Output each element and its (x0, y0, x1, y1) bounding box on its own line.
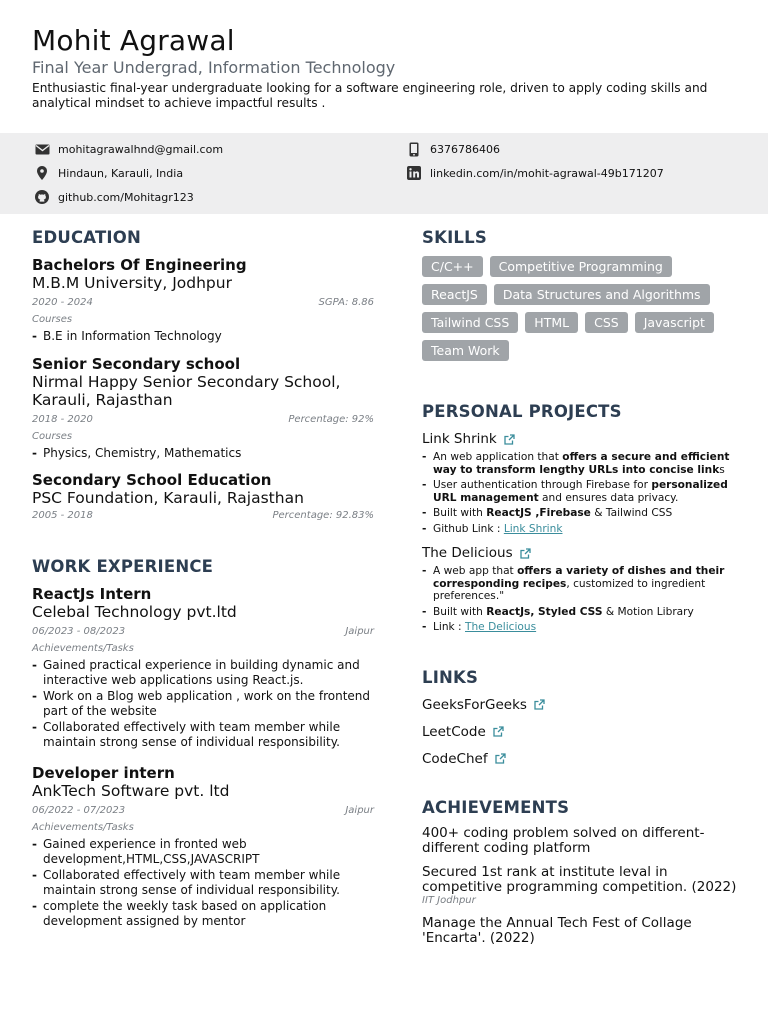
projects-heading: PERSONAL PROJECTS (422, 402, 622, 421)
course-item: - Physics, Chemistry, Mathematics (32, 446, 374, 461)
skill-tag: Data Structures and Algorithms (494, 284, 710, 305)
external-link-icon (534, 699, 545, 710)
course-item: - B.E in Information Technology (32, 329, 374, 344)
education-entry (32, 471, 374, 523)
tasks-label: Achievements/Tasks (32, 643, 134, 654)
courses-label: Courses (32, 314, 73, 325)
skills-heading: SKILLS (422, 228, 487, 247)
work-heading: WORK EXPERIENCE (32, 557, 214, 576)
project-entry (422, 544, 738, 634)
external-link-icon[interactable] (520, 548, 531, 559)
external-link-icon[interactable] (504, 434, 515, 445)
link-leetcode[interactable]: LeetCode (422, 723, 738, 741)
education-meta (32, 296, 374, 310)
work-entry (32, 585, 374, 749)
tasks-label: Achievements/Tasks (32, 822, 134, 833)
task-item: - Collaborated effectively with team member while maintain strong sense of individual responsibility. (32, 868, 374, 897)
role-title: ReactJs Intern (32, 585, 152, 603)
task-item: - Work on a Blog web application , work on the frontend part of the website (32, 689, 374, 718)
project-bullet: - An web application that offers a secure and efficient way to transform lengthy URLs into concise links (422, 451, 738, 476)
links-heading: LINKS (422, 667, 479, 687)
education-entry (32, 355, 374, 461)
achievement-sub: IIT Jodhpur (422, 894, 476, 906)
contact-location (34, 165, 183, 181)
dates: 06/2023 - 08/2023 (32, 626, 126, 637)
skill-tag: CSS (585, 312, 628, 333)
education-entry (32, 256, 374, 344)
work-location: Jaipur (345, 626, 374, 637)
company: AnkTech Software pvt. ltd (32, 782, 230, 800)
degree-title: Secondary School Education (32, 471, 272, 489)
degree-title: Bachelors Of Engineering (32, 256, 247, 274)
linkedin-icon (406, 165, 422, 181)
skill-tag: HTML (525, 312, 578, 333)
project-name: Link Shrink (422, 431, 497, 447)
candidate-subtitle: Final Year Undergrad, Information Technology (32, 58, 396, 77)
institution: PSC Foundation, Karauli, Rajasthan (32, 489, 304, 507)
achievement-item: Secured 1st rank at institute leval in competitive programming competition. (2022) IIT Jodhpur (422, 863, 737, 906)
role-title: Developer intern (32, 764, 175, 782)
left-column (32, 228, 374, 928)
project-title[interactable] (422, 544, 738, 562)
degree-title: Senior Secondary school (32, 354, 241, 373)
linkedin-text: linkedin.com/in/mohit-agrawal-49b171207 (430, 166, 664, 180)
work-entry (32, 764, 374, 928)
location-text: Hindaun, Karauli, India (58, 166, 184, 180)
project-bullet: - Github Link : Link Shrink (422, 523, 738, 536)
github-link[interactable]: Link Shrink (503, 522, 563, 535)
skill-tag: C/C++ (422, 256, 483, 277)
work-meta (32, 625, 374, 639)
link-codechef[interactable]: CodeChef (422, 750, 738, 768)
summary-text: Enthusiastic final-year undergraduate looking for a software engineering role, driven to apply coding skills and analytical mindset to achieve impactful results . (32, 81, 708, 110)
work-location: Jaipur (345, 805, 374, 816)
external-link-icon (493, 726, 504, 737)
contact-bar (0, 133, 768, 214)
institution: M.B.M University, Jodhpur (32, 274, 232, 292)
project-link[interactable]: The Delicious (465, 621, 537, 633)
right-column (422, 228, 738, 953)
courses-label: Courses (32, 430, 73, 442)
phone-text: 6376786406 (430, 142, 500, 156)
contact-linkedin[interactable] (406, 165, 664, 181)
score: SGPA: 8.86 (318, 297, 374, 308)
email-text: mohitagrawalhnd@gmail.com (58, 142, 224, 156)
achievements-heading: ACHIEVEMENTS (422, 797, 570, 817)
link-geeksforgeeks[interactable]: GeeksForGeeks (422, 696, 738, 714)
phone-icon (406, 141, 422, 157)
links-list (422, 696, 738, 768)
dates: 2020 - 2024 (32, 297, 93, 308)
skill-tag: Team Work (422, 340, 509, 361)
dates: 2005 - 2018 (32, 510, 93, 521)
project-title[interactable] (422, 430, 738, 448)
achievements-list (422, 826, 738, 946)
project-bullet: - Built with ReactJS ,Firebase & Tailwind CSS (422, 507, 738, 520)
education-heading: EDUCATION (32, 228, 141, 247)
contact-email[interactable] (34, 141, 223, 157)
resume-header (32, 24, 732, 111)
contact-phone[interactable] (406, 141, 500, 157)
github-text: github.com/Mohitagr123 (58, 190, 194, 204)
task-item: - Gained experience in fronted web development,HTML,CSS,JAVASCRIPT (32, 837, 374, 866)
project-bullet: - A web app that offers a variety of dishes and their corresponding recipes, customized to ingredient preferences." (422, 565, 738, 603)
location-pin-icon (34, 165, 50, 181)
skill-tag: Tailwind CSS (422, 312, 518, 333)
skill-tag: Javascript (635, 312, 714, 333)
github-icon (34, 189, 50, 205)
project-entry (422, 430, 738, 535)
project-bullet: - Link : The Delicious (422, 621, 738, 634)
education-meta (32, 509, 374, 523)
skill-tag: ReactJS (422, 284, 487, 305)
score: Percentage: 92% (288, 413, 374, 425)
skills-list (422, 256, 738, 368)
project-bullet: - Built with ReactJs, Styled CSS & Motion Library (422, 606, 738, 619)
dates: 2018 - 2020 (32, 413, 93, 425)
task-item: - Gained practical experience in building dynamic and interactive web applications using React.js. (32, 658, 374, 687)
score: Percentage: 92.83% (272, 510, 374, 521)
project-name: The Delicious (422, 545, 513, 561)
candidate-name: Mohit Agrawal (32, 24, 235, 57)
achievement-item: 400+ coding problem solved on different-different coding platform (422, 824, 705, 856)
work-meta (32, 804, 374, 818)
task-item: - complete the weekly task based on application development assigned by mentor (32, 899, 374, 928)
envelope-icon (34, 141, 50, 157)
skill-tag: Competitive Programming (490, 256, 672, 277)
company: Celebal Technology pvt.ltd (32, 603, 237, 621)
achievement-item: Manage the Annual Tech Fest of Collage 'Encarta'. (2022) (422, 914, 692, 946)
external-link-icon (495, 753, 506, 764)
contact-github[interactable] (34, 189, 194, 205)
task-item: - Collaborated effectively with team member while maintain strong sense of individual responsibility. (32, 720, 374, 749)
institution: Nirmal Happy Senior Secondary School, Karauli, Rajasthan (32, 372, 341, 409)
education-meta (32, 413, 374, 427)
dates: 06/2022 - 07/2023 (32, 805, 126, 816)
project-bullet: - User authentication through Firebase for personalized URL management and ensures data privacy. (422, 479, 738, 504)
